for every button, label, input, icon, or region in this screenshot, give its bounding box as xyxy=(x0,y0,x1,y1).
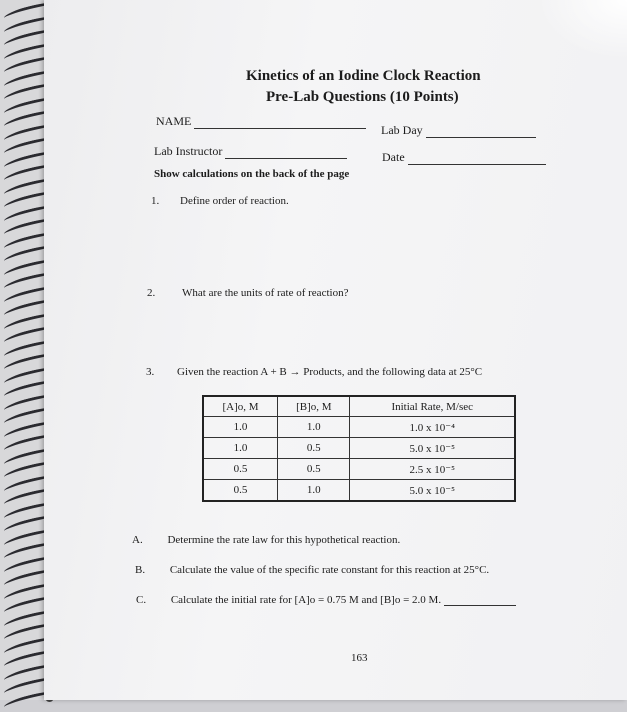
subquestion-c xyxy=(136,594,516,606)
subquestion-b xyxy=(135,564,489,576)
subquestion-letter: A. xyxy=(132,534,143,546)
subquestion-letter: C. xyxy=(136,594,147,606)
table-row xyxy=(203,438,515,459)
table-cell: 1.0 xyxy=(203,438,278,459)
worksheet-subtitle: Pre-Lab Questions (10 Points) xyxy=(266,89,459,105)
lab-day-label: Lab Day xyxy=(381,123,423,137)
subquestion-text: Calculate the value of the specific rate constant for this reaction at 25°C. xyxy=(169,564,490,576)
lab-day-blank[interactable] xyxy=(426,127,536,138)
question-text: Given the reaction A + B → Products, and the following data at 25°C xyxy=(177,366,483,378)
table-cell: 0.5 xyxy=(203,480,278,502)
name-label: NAME xyxy=(156,114,192,128)
question-number: 1. xyxy=(151,195,160,207)
question-2 xyxy=(147,287,348,299)
instructor-label: Lab Instructor xyxy=(154,144,223,158)
table-cell: 1.0 x 10⁻⁴ xyxy=(350,417,515,438)
date-label: Date xyxy=(382,150,405,164)
light-glare xyxy=(537,0,627,60)
instructor-blank[interactable] xyxy=(225,148,347,159)
question-number: 3. xyxy=(146,366,155,378)
date-blank[interactable] xyxy=(408,154,546,165)
worksheet-page xyxy=(44,0,627,700)
table-cell: 5.0 x 10⁻⁵ xyxy=(350,438,515,459)
question-number: 2. xyxy=(147,287,156,299)
column-header-b: [B]o, M xyxy=(278,396,350,417)
answer-blank[interactable] xyxy=(444,595,516,606)
date-field[interactable] xyxy=(382,150,546,165)
page-number: 163 xyxy=(351,652,368,664)
name-blank[interactable] xyxy=(194,118,366,129)
table-cell: 1.0 xyxy=(278,480,350,502)
worksheet-title: Kinetics of an Iodine Clock Reaction xyxy=(246,68,481,84)
subquestion-text: Calculate the initial rate for [A]o = 0.75 M and [B]o = 2.0 M. xyxy=(170,594,442,606)
subquestion-letter: B. xyxy=(135,564,146,576)
table-cell: 1.0 xyxy=(203,417,278,438)
column-header-a: [A]o, M xyxy=(203,396,278,417)
table-cell: 5.0 x 10⁻⁵ xyxy=(350,480,515,502)
table-row xyxy=(203,480,515,502)
subquestion-text: Determine the rate law for this hypothetical reaction. xyxy=(167,534,401,546)
table-cell: 0.5 xyxy=(278,438,350,459)
column-header-rate: Initial Rate, M/sec xyxy=(350,396,515,417)
subquestion-a xyxy=(132,534,400,546)
name-field[interactable] xyxy=(156,114,366,129)
table-header-row xyxy=(203,396,515,417)
table-cell: 0.5 xyxy=(278,459,350,480)
instructor-field[interactable] xyxy=(154,144,347,159)
table-cell: 0.5 xyxy=(203,459,278,480)
question-text: Define order of reaction. xyxy=(180,195,289,207)
question-1 xyxy=(151,195,289,207)
question-3 xyxy=(146,366,482,378)
table-row xyxy=(203,459,515,480)
instructions: Show calculations on the back of the page xyxy=(154,168,350,180)
table-cell: 2.5 x 10⁻⁵ xyxy=(350,459,515,480)
table-cell: 1.0 xyxy=(278,417,350,438)
rate-data-table xyxy=(202,395,516,502)
lab-day-field[interactable] xyxy=(381,123,536,138)
table-row xyxy=(203,417,515,438)
question-text: What are the units of rate of reaction? xyxy=(182,287,349,299)
